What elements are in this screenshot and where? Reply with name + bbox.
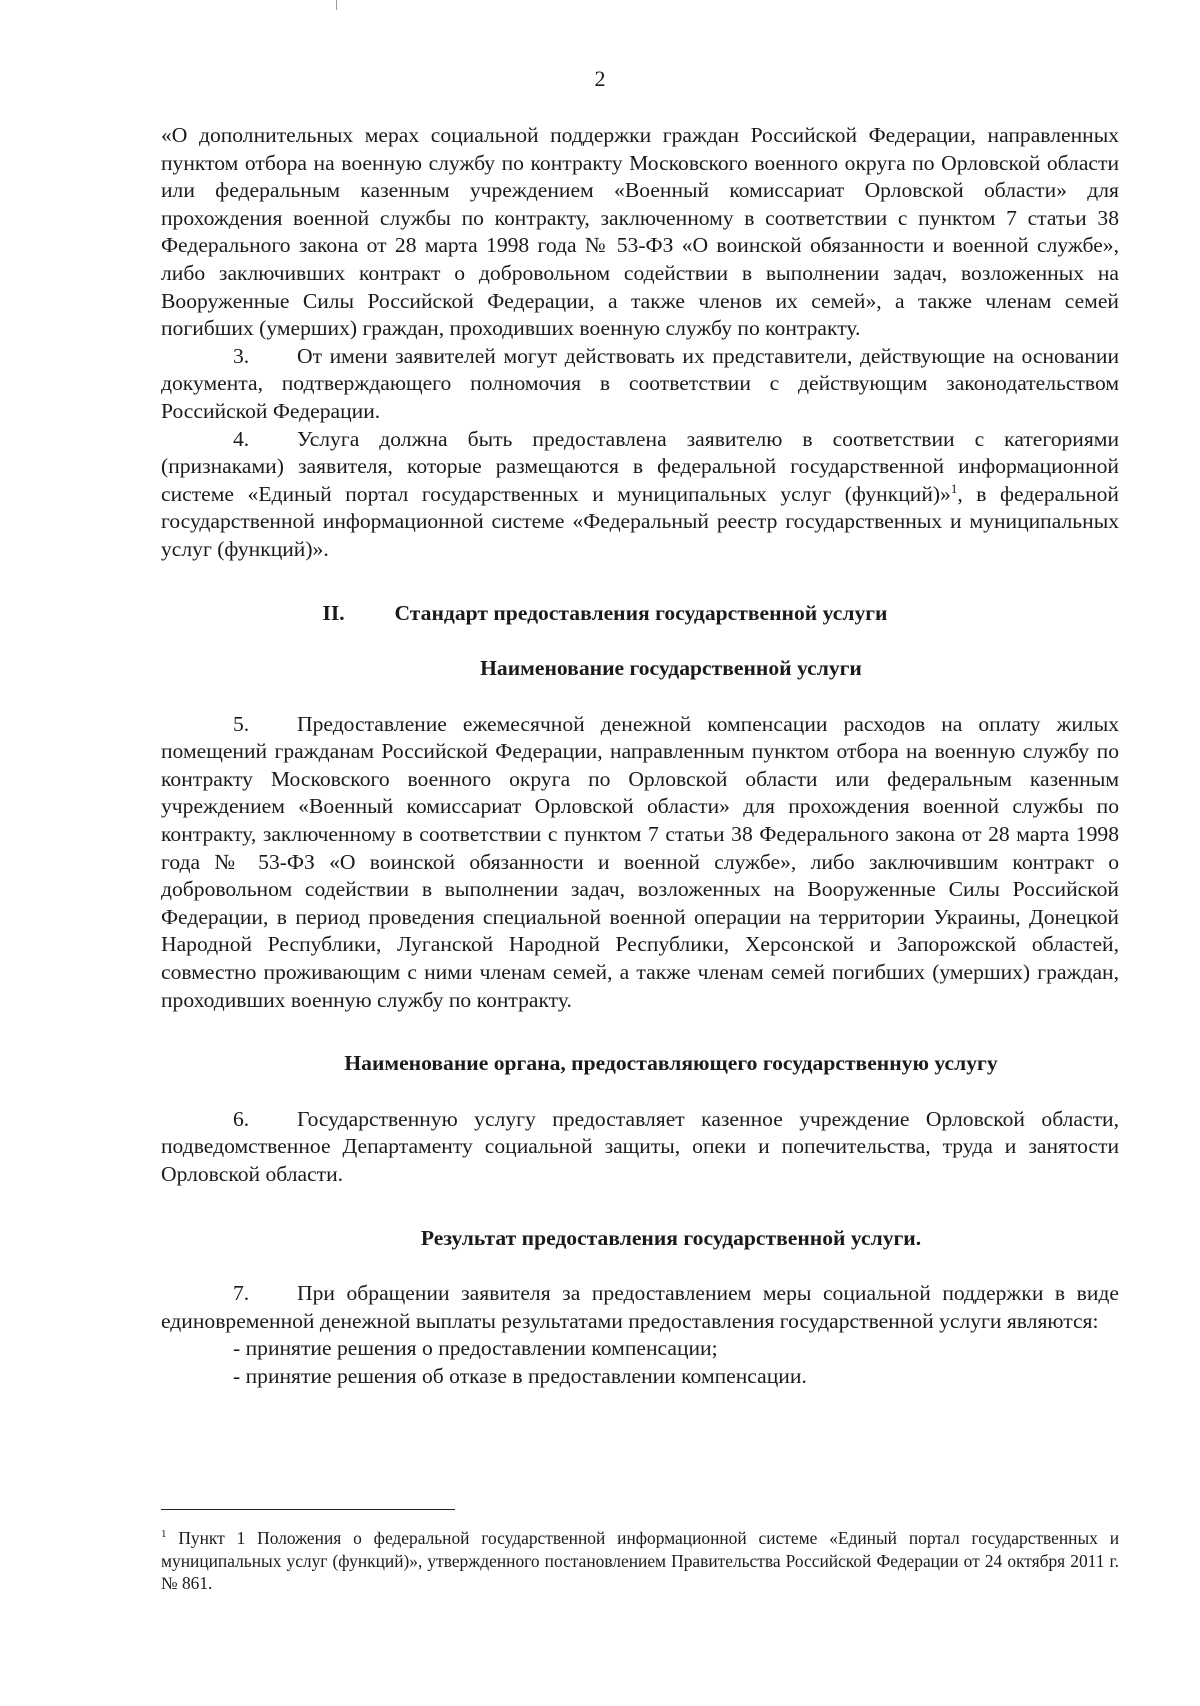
item-7-number: 7. (233, 1281, 250, 1306)
footnote-marker: 1 (161, 1528, 167, 1541)
item-4-text: Услуга должна быть предоставлена заявителю в соответствии с категориями (признаками) заявителя, которые размещаются в федеральной государственной информационной системе «Единый портал государственных и муниципальных услуг (функций)» (161, 426, 1119, 506)
item-7 (161, 1280, 1119, 1335)
footnote-reference[interactable]: 1 (950, 480, 958, 496)
item-6-text: Государственную услугу предоставляет казенное учреждение Орловской области, подведомственное Департаменту социальной защиты, опеки и попечительства, труда и занятости Орловской области. (161, 1106, 1119, 1186)
item-6 (161, 1106, 1119, 1189)
item-7-bullet-1: - принятие решения о предоставлении компенсации; (233, 1336, 718, 1361)
item-4-number: 4. (233, 426, 250, 451)
scan-artifact-line (336, 0, 337, 10)
item-7-text: При обращении заявителя за предоставлением меры социальной поддержки в виде единовременной денежной выплаты результатами предоставления государственной услуги являются: (161, 1281, 1119, 1333)
item-3 (161, 343, 1119, 426)
document-body (161, 122, 1119, 1391)
item-4 (161, 426, 1119, 564)
section-2-number: II. (322, 600, 345, 625)
footnote (161, 1527, 1119, 1595)
section-2-title-text: Стандарт предоставления государственной услуги (394, 600, 888, 625)
item-7-bullet-2: - принятие решения об отказе в предоставлении компенсации. (233, 1363, 807, 1388)
footnote-separator (161, 1509, 455, 1510)
footnote-text: Пункт 1 Положения о федеральной государственной информационной системе «Единый портал государственных и муниципальных услуг (функций)», утвержденного постановлением Правительства Российской Федерации от 24 октября 2011 г. № 861. (161, 1528, 1119, 1593)
item-6-number: 6. (233, 1106, 250, 1131)
item-4-text-continued: , в федеральной государственной информационной системе «Федеральный реестр государственных и муниципальных услуг (функций)». (161, 481, 1119, 561)
item-5-number: 5. (233, 711, 250, 736)
page-number: 2 (594, 66, 606, 91)
heading-result: Результат предоставления государственной услуги. (420, 1225, 922, 1250)
item-5 (161, 711, 1119, 1015)
section-2-title (161, 600, 1119, 628)
intro-paragraph: «О дополнительных мерах социальной поддержки граждан Российской Федерации, направленных пунктом отбора на военную службу по контракту Московского военного округа по Орловской области или федеральным казенным учреждением «Военный комиссариат Орловской области» для прохождения военной службы по контракту, заключенному в соответствии с пунктом 7 статьи 38 Федерального закона от 28 марта 1998 года № 53-ФЗ «О воинской обязанности и военной службе», либо заключивших контракт о добровольном содействии в выполнении задач, возложенных на Вооруженные Силы Российской Федерации, а также членов их семей», а также членам семей погибших (умерших) граждан, проходивших военную службу по контракту. (161, 123, 1119, 341)
heading-providing-body: Наименование органа, предоставляющего государственную услугу (344, 1051, 998, 1076)
item-3-text: От имени заявителей могут действовать их представители, действующие на основании документа, подтверждающего полномочия в соответствии с действующим законодательством Российской Федерации. (161, 343, 1119, 423)
item-5-text: Предоставление ежемесячной денежной компенсации расходов на оплату жилых помещений гражданам Российской Федерации, направленным пунктом отбора на военную службу по контракту Московского военного округа по Орловской области или федеральным казенным учреждением «Военный комиссариат Орловской области» для прохождения военной службы по контракту, заключенному в соответствии с пунктом 7 статьи 38 Федерального закона от 28 марта 1998 года № 53-ФЗ «О воинской обязанности и военной службе», либо заключившим контракт о добровольном содействии в выполнении задач, возложенных на Вооруженные Силы Российской Федерации, в период проведения специальной военной операции на территории Украины, Донецкой Народной Республики, Луганской Народной Республики, Херсонской и Запорожской областей, совместно проживающим с ними членам семей, а также членам семей погибших (умерших) граждан, проходивших военную службу по контракту. (161, 711, 1119, 1012)
item-3-number: 3. (233, 343, 250, 368)
heading-service-name: Наименование государственной услуги (480, 656, 862, 681)
